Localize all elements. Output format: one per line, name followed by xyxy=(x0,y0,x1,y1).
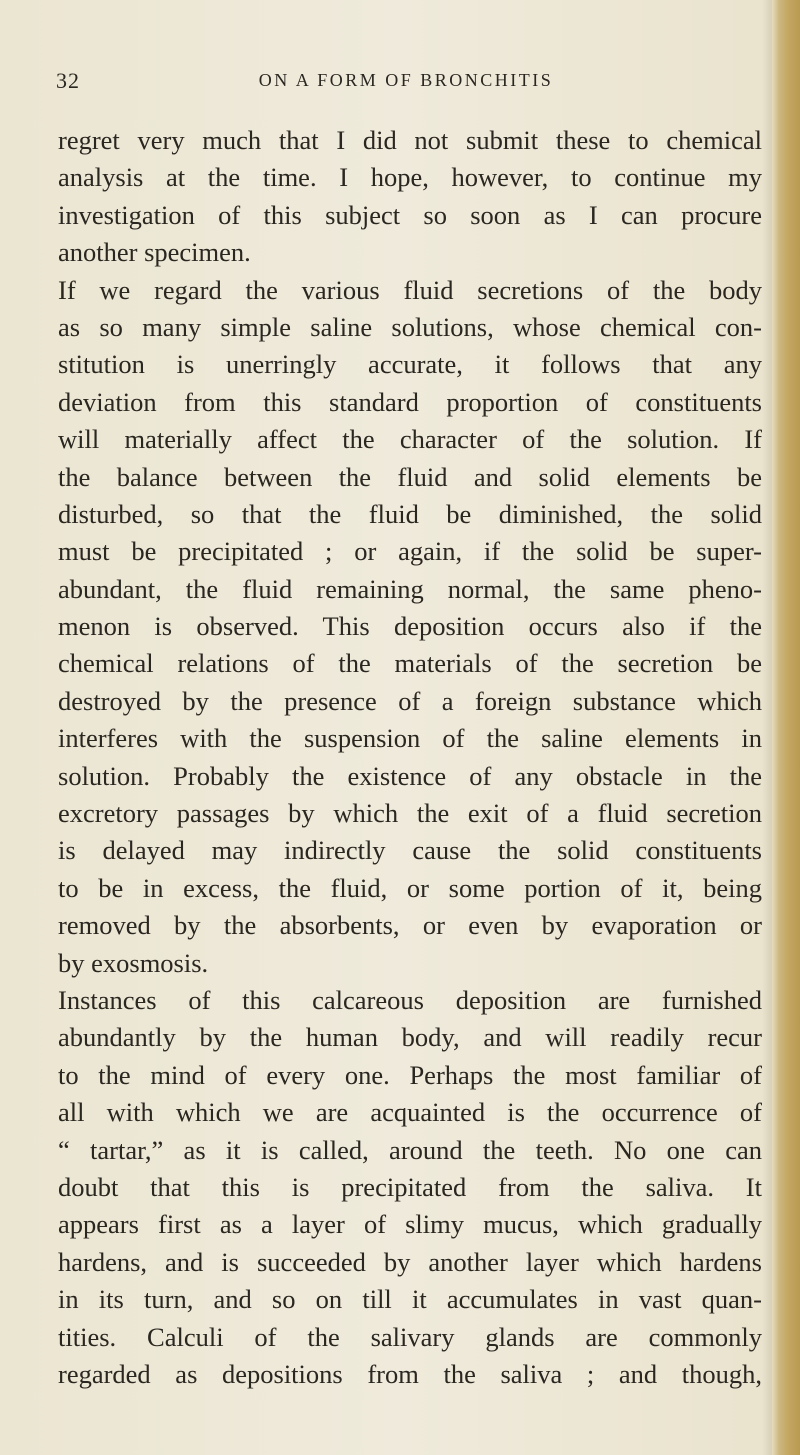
text-line: “ tartar,” as it is called, around the teeth. No one can xyxy=(58,1134,762,1165)
text-line: will materially affect the character of the solution. If xyxy=(58,424,762,455)
text-line: regret very much that I did not submit these to chemical xyxy=(58,125,762,155)
page-number: 32 xyxy=(56,68,80,93)
text-line: to be in excess, the fluid, or some portion of it, being xyxy=(58,872,762,903)
page-header xyxy=(56,68,756,98)
text-line: removed by the absorbents, or even by evaporation or xyxy=(58,910,762,941)
text-line: If we regard the various fluid secretions of the body xyxy=(58,274,762,305)
text-line: as so many simple saline solutions, whose chemical con- xyxy=(58,311,762,342)
text-line: doubt that this is precipitated from the saliva. It xyxy=(58,1171,762,1202)
text-line: investigation of this subject so soon as I can procure xyxy=(58,199,762,230)
text-line: in its turn, and so on till it accumulates in vast quan- xyxy=(58,1284,762,1315)
text-line: excretory passages by which the exit of a fluid secretion xyxy=(58,798,762,829)
text-line: is delayed may indirectly cause the solid constituents xyxy=(58,835,762,866)
text-line: must be precipitated ; or again, if the solid be super- xyxy=(58,536,762,567)
text-line: stitution is unerringly accurate, it follows that any xyxy=(58,349,762,380)
text-line: abundant, the fluid remaining normal, the same pheno- xyxy=(58,573,762,604)
text-line: solution. Probably the existence of any obstacle in the xyxy=(58,760,762,791)
text-line: interferes with the suspension of the saline elements in xyxy=(58,723,762,754)
text-line: chemical relations of the materials of the secretion be xyxy=(58,648,762,679)
text-line: abundantly by the human body, and will readily recur xyxy=(58,1022,762,1053)
body-text xyxy=(58,122,762,1393)
text-line: hardens, and is succeeded by another layer which hardens xyxy=(58,1246,762,1277)
text-line: tities. Calculi of the salivary glands are commonly xyxy=(58,1321,762,1352)
text-line: analysis at the time. I hope, however, to continue my xyxy=(58,162,762,193)
page-gutter-shadow xyxy=(762,0,772,1455)
text-line: disturbed, so that the fluid be diminished, the solid xyxy=(58,498,762,529)
running-head: ON A FORM OF BRONCHITIS xyxy=(258,70,554,90)
page-edge xyxy=(772,0,800,1455)
text-line: the balance between the fluid and solid elements be xyxy=(58,461,762,492)
text-line: Instances of this calcareous deposition are furnished xyxy=(58,984,762,1015)
text-line: regarded as depositions from the saliva ; and though, xyxy=(58,1358,762,1389)
text-line: all with which we are acquainted is the occurrence of xyxy=(58,1097,762,1128)
text-line: menon is observed. This deposition occurs also if the xyxy=(58,611,762,642)
text-line: to the mind of every one. Perhaps the most familiar of xyxy=(58,1059,762,1090)
text-line: deviation from this standard proportion of constituents xyxy=(58,386,762,417)
text-line: by exosmosis. xyxy=(58,947,209,978)
text-line: appears first as a layer of slimy mucus, which gradually xyxy=(58,1209,762,1240)
text-line: another specimen. xyxy=(58,237,251,268)
text-line: destroyed by the presence of a foreign substance which xyxy=(58,685,762,716)
